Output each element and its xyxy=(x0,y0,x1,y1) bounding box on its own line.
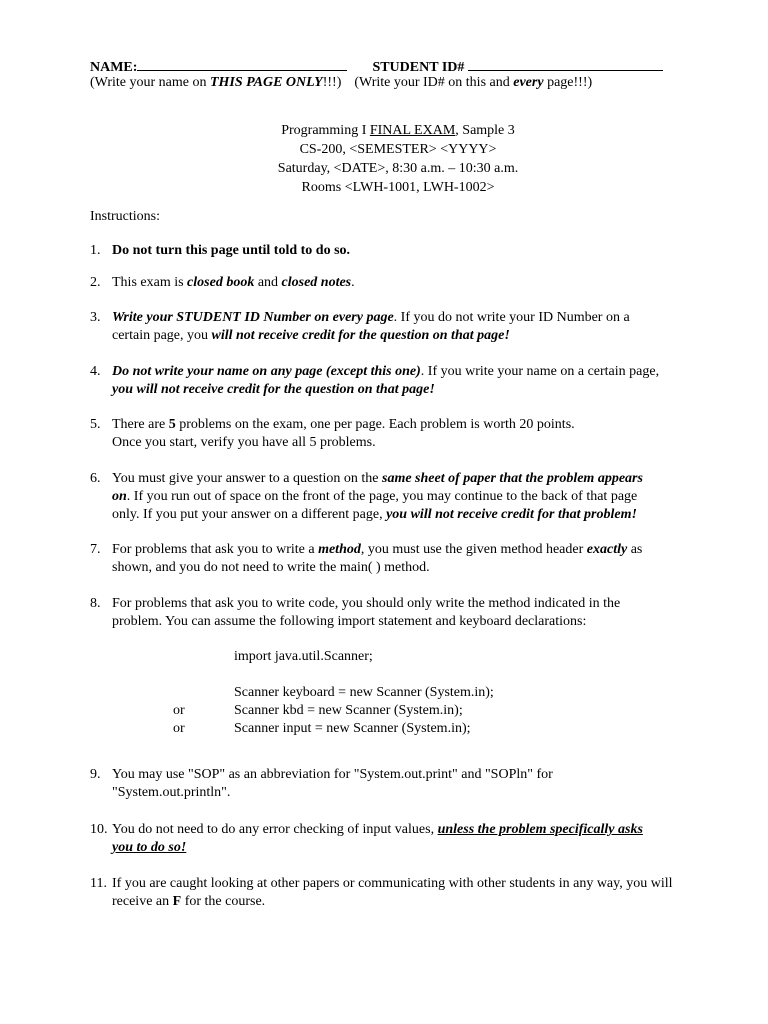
scanner-keyboard-line: Scanner keyboard = new Scanner (System.in); xyxy=(234,685,494,700)
scanner-input-line: Scanner input = new Scanner (System.in); xyxy=(234,721,471,736)
header-notes xyxy=(90,74,592,92)
student-id-blank xyxy=(468,57,663,71)
or-label-2: or xyxy=(173,721,185,736)
student-id-label: STUDENT ID# xyxy=(372,60,465,75)
exam-page: NAME: STUDENT ID# (Write your name on THIS PAGE ONLY!!!) (Write your ID# on this and every page!!!) Programming I FINAL EXAM, Sample 3 CS-200, <SEMESTER> <YYYY> Saturday, <DATE>, 8:30 a.m. – 10:30 a.m. Rooms <LWH-1001, LWH-1002> Instructions: 1. Do not turn this page until told to do so. 2. This exam is closed book and closed notes. 3. Write your STUDENT ID Number on every page. If you do not write your ID Number on a certain page, you will not receive credit for the question on that page! 4. Do not write your name on any page (except this one). If you write your name on a certain page, you will not receive credit for the question on that page! 5. There are 5 problems on the exam, one per page. Each problem is worth 20 points. Once you start, verify you have all 5 problems. 6. You must give your answer to a question on the same sheet of paper that the problem appears on. If you run out of space on the front of the page, you may continue to the back of that page only. If you put your answer on a different page, you will not receive credit for that problem! 7. For problems that ask you to write a method, you must use the given method header exactly as shown, and you do not need to write the main( ) method. 8. For problems that ask you to write code, you should only write the method indicated in the problem. You can assume the following import statement and keyboard declarations: import java.util.Scanner; Scanner keyboard = new Scanner (System.in); or Scanner kbd = new Scanner (System.in); or Scanner input = new Scanner (System.in); 9. You may use "SOP" as an abbreviation for "System.out.print" and "SOPln" for "System.out.println". 10. You do not need to do any error checking of input values, unless the problem specifically asks you to do so! 11. If you are caught looking at other papers or communicating with other students in any way, you will receive an F for the course. xyxy=(0,0,768,1024)
or-label-1: or xyxy=(173,703,185,718)
instructions-heading: Instructions: xyxy=(90,209,160,224)
course-line: CS-200, <SEMESTER> <YYYY> xyxy=(299,142,497,157)
name-note: (Write your name on THIS PAGE ONLY!!!) xyxy=(90,75,342,90)
rooms-line: Rooms <LWH-1001, LWH-1002> xyxy=(301,180,495,195)
exam-title-block xyxy=(0,122,768,198)
import-statement: import java.util.Scanner; xyxy=(234,649,373,664)
id-note: (Write your ID# on this and every page!!!) xyxy=(354,75,593,90)
scanner-kbd-line: Scanner kbd = new Scanner (System.in); xyxy=(234,703,463,718)
date-line: Saturday, <DATE>, 8:30 a.m. – 10:30 a.m. xyxy=(277,161,519,176)
exam-title: Programming I FINAL EXAM, Sample 3 xyxy=(281,123,515,138)
name-label: NAME: xyxy=(90,60,138,75)
name-blank xyxy=(137,57,347,71)
